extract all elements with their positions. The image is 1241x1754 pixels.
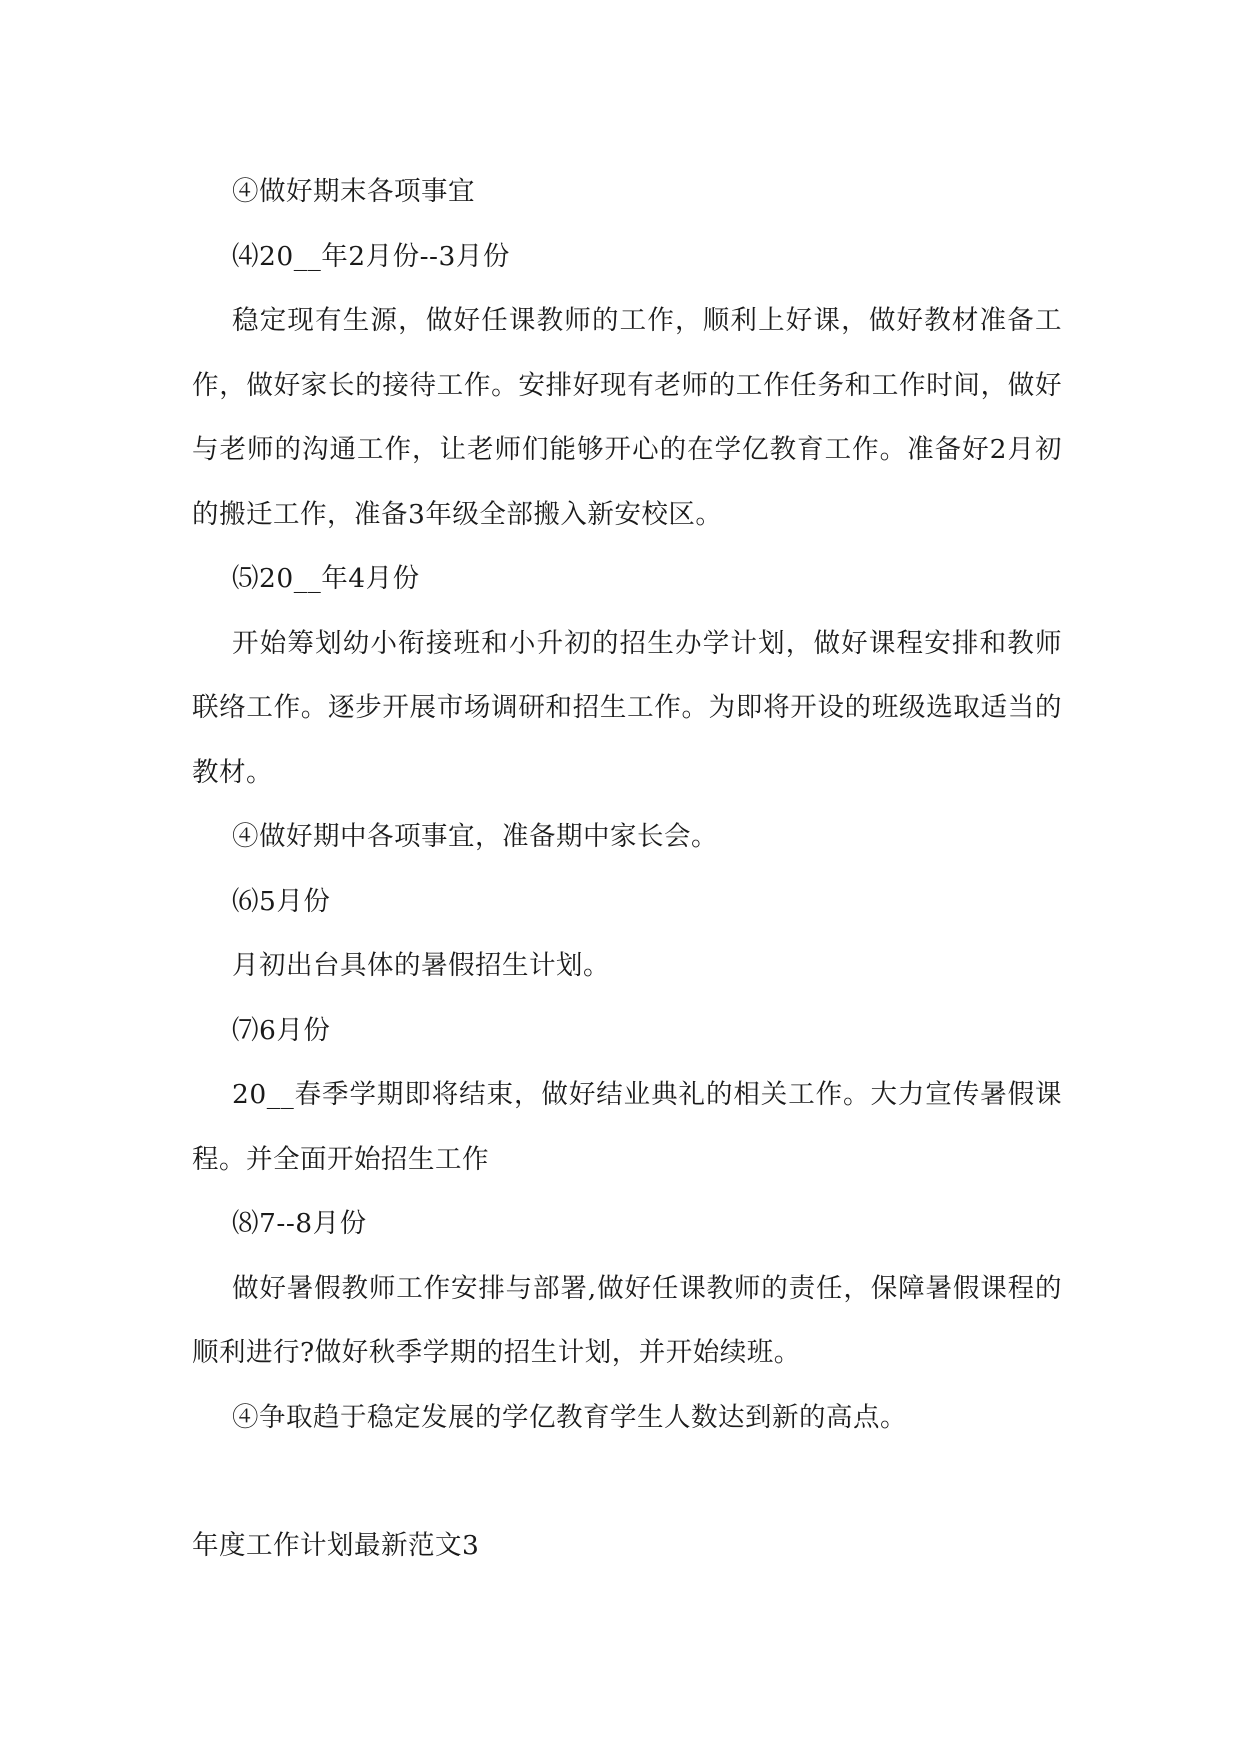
paragraph-jun-body: 20__春季学期即将结束，做好结业典礼的相关工作。大力宣传暑假课程。并全面开始招生工作 (192, 1079, 1062, 1175)
paragraph-item-enrollment-goal: ④争取趋于稳定发展的学亿教育学生人数达到新的高点。 (232, 1401, 907, 1433)
paragraph-feb-mar-body: 稳定现有生源，做好任课教师的工作，顺利上好课，做好教材准备工作，做好家长的接待工作。安排好现有老师的工作任务和工作时间，做好与老师的沟通工作，让老师们能够开心的在学亿教育工作。准备好2月初的搬迁工作，准备3年级全部搬入新安校区。 (192, 305, 1062, 530)
paragraph-item-final-exam: ④做好期末各项事宜 (232, 176, 475, 207)
paragraph-may-body: 月初出台具体的暑假招生计划。 (232, 950, 610, 981)
section-heading: 年度工作计划最新范文3 (192, 1530, 480, 1561)
paragraph-heading-jun: ⑺6月份 (232, 1014, 331, 1046)
paragraph-heading-may: ⑹5月份 (232, 885, 331, 917)
paragraph-jul-aug-body: 做好暑假教师工作安排与部署,做好任课教师的责任，保障暑假课程的顺利进行?做好秋季学期的招生计划，并开始续班。 (192, 1272, 1062, 1368)
paragraph-heading-apr: ⑸20__年4月份 (232, 563, 420, 594)
paragraph-heading-feb-mar: ⑷20__年2月份--3月份 (232, 240, 510, 272)
paragraph-apr-body: 开始筹划幼小衔接班和小升初的招生办学计划，做好课程安排和教师联络工作。逐步开展市场调研和招生工作。为即将开设的班级选取适当的教材。 (192, 627, 1062, 788)
section-spacer (192, 1450, 1062, 1514)
paragraph-heading-jul-aug: ⑻7--8月份 (232, 1208, 367, 1239)
paragraph-item-midterm: ④做好期中各项事宜，准备期中家长会。 (232, 821, 718, 852)
document-body (192, 160, 1062, 1579)
